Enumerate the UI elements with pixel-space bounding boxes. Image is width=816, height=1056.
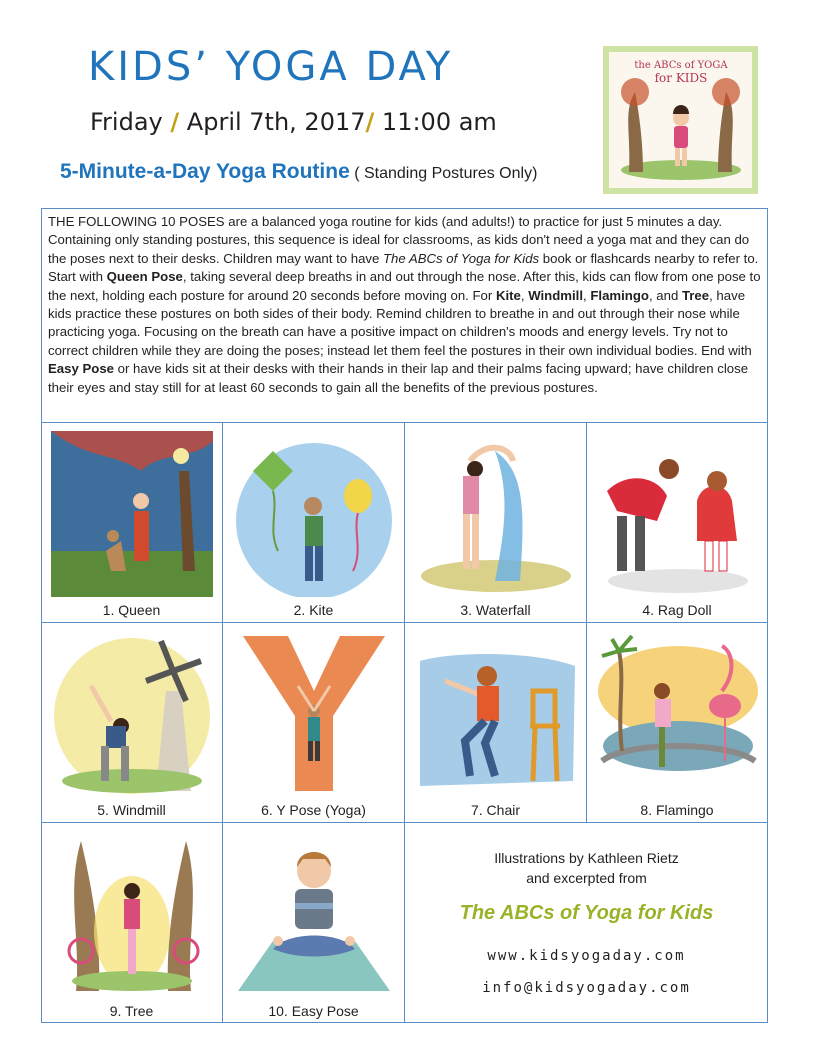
credits-panel — [405, 822, 768, 1022]
book-cover-title-2: for KIDS — [654, 71, 708, 85]
book-title: The ABCs of Yoga for Kids — [459, 902, 714, 924]
event-date: April 7th, 2017 — [186, 108, 366, 136]
email-link[interactable]: info@kidsyogaday.com — [482, 980, 691, 996]
pose-label: 8. Flamingo — [640, 802, 714, 818]
y-pose-illustration — [233, 631, 395, 797]
pose-card-chair — [405, 623, 587, 823]
credit-line-1: Illustrations by Kathleen Rietz — [494, 850, 679, 866]
pose-label: 1. Queen — [102, 602, 161, 618]
separator: / — [365, 108, 375, 136]
book-cover-illustration — [609, 52, 752, 188]
pose-card-rag-doll — [587, 423, 768, 623]
routine-heading — [60, 160, 537, 184]
page-title: KIDS’ YOGA DAY — [88, 44, 454, 90]
tree-illustration — [51, 831, 213, 997]
routine-subtitle: ( Standing Postures Only) — [354, 165, 538, 182]
kite-illustration — [233, 431, 395, 597]
chair-illustration — [415, 631, 577, 797]
pose-label: 2. Kite — [293, 602, 334, 618]
pose-label: 7. Chair — [470, 802, 521, 818]
pose-card-windmill — [41, 623, 223, 823]
event-day: Friday — [90, 108, 163, 136]
easy-pose-illustration — [233, 831, 395, 997]
event-dateline — [90, 108, 497, 136]
waterfall-illustration — [415, 431, 577, 597]
pose-label: 6. Y Pose (Yoga) — [261, 802, 366, 818]
book-cover-title-1: the ABCs of YOGA — [634, 60, 728, 71]
pose-card-easy-pose — [223, 823, 405, 1023]
event-time: 11:00 am — [381, 108, 497, 136]
routine-title: 5-Minute-a-Day Yoga Routine — [60, 160, 350, 183]
queen-illustration — [51, 431, 213, 597]
website-link[interactable]: www.kidsyogaday.com — [487, 948, 686, 964]
pose-label: 3. Waterfall — [460, 602, 531, 618]
pose-label: 9. Tree — [109, 1003, 154, 1019]
intro-paragraph: THE FOLLOWING 10 POSES are a balanced yoga routine for kids (and adults!) to practice for just 5 minutes a day. Containing only standing postures, this sequence is ideal for classrooms, as kids don't need a yoga mat and they can do the poses next to their desks. Children may want to have The ABCs of Yoga for Kids book or flashcards nearby to refer to. Start with Queen Pose, taking several deep breaths in and out through the nose. After this, kids can flow from one pose to the next, holding each posture for around 20 seconds before moving on. For Kite, Windmill, Flamingo, and Tree, have kids practice these postures on both sides of their body. Remind children to breathe in and out through their nose while practicing yoga. Focusing on the breath can have a positive impact on children's moods and energy levels. Try not to correct children while they are doing the poses; instead let them feel the postures in their own individual bodies. End with Easy Pose or have kids sit at their desks with their hands in their lap and their palms facing upward; have children close their eyes and stay still for at least 60 seconds to gain all the benefits of the previous postures. — [41, 208, 768, 423]
pose-label: 10. Easy Pose — [268, 1003, 359, 1019]
pose-card-tree — [41, 823, 223, 1023]
book-cover — [603, 46, 758, 194]
separator: / — [170, 108, 180, 136]
illustration-credit — [405, 848, 768, 888]
pose-card-kite — [223, 423, 405, 623]
rag-doll-illustration — [597, 431, 759, 597]
pose-label: 5. Windmill — [97, 802, 166, 818]
windmill-illustration — [51, 631, 213, 797]
credit-line-2: and excerpted from — [526, 870, 647, 886]
pose-card-y-pose — [223, 623, 405, 823]
flamingo-illustration — [597, 631, 759, 797]
pose-label: 4. Rag Doll — [642, 602, 712, 618]
pose-card-flamingo — [587, 623, 768, 823]
pose-card-waterfall — [405, 423, 587, 623]
pose-card-queen — [41, 423, 223, 623]
